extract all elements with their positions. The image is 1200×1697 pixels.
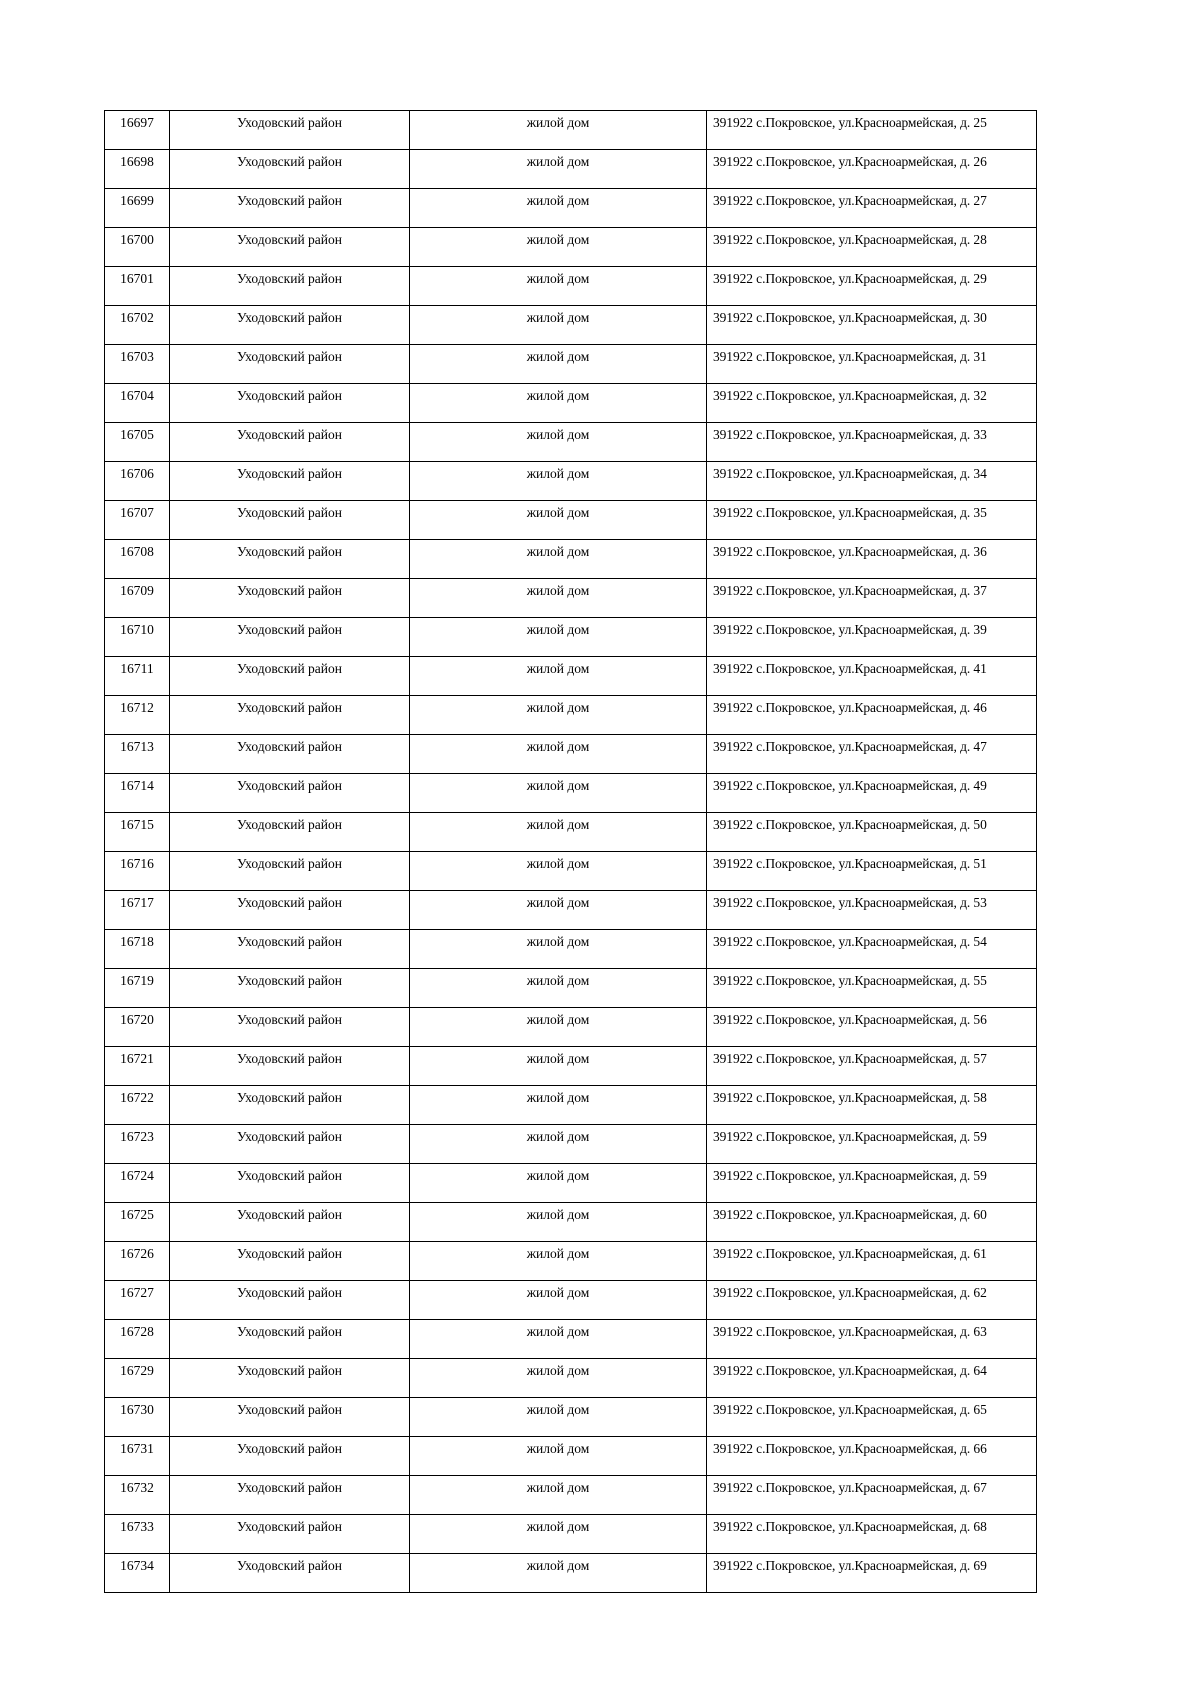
table-row: [105, 1242, 1037, 1281]
row-number-cell: 16733: [105, 1515, 170, 1554]
table-row: [105, 1281, 1037, 1320]
district-cell: Уходовский район: [170, 462, 410, 501]
address-cell: 391922 с.Покровское, ул.Красноармейская, д. 27: [707, 189, 1037, 228]
district-cell: Уходовский район: [170, 735, 410, 774]
address-cell: 391922 с.Покровское, ул.Красноармейская, д. 62: [707, 1281, 1037, 1320]
district-cell: Уходовский район: [170, 1125, 410, 1164]
table-row: [105, 540, 1037, 579]
row-number-cell: 16706: [105, 462, 170, 501]
object-type-cell: жилой дом: [410, 1281, 707, 1320]
table-row: [105, 1203, 1037, 1242]
table-row: [105, 189, 1037, 228]
object-type-cell: жилой дом: [410, 1476, 707, 1515]
district-cell: Уходовский район: [170, 1359, 410, 1398]
row-number-cell: 16722: [105, 1086, 170, 1125]
row-number-cell: 16732: [105, 1476, 170, 1515]
table-row: [105, 657, 1037, 696]
address-cell: 391922 с.Покровское, ул.Красноармейская, д. 41: [707, 657, 1037, 696]
address-cell: 391922 с.Покровское, ул.Красноармейская, д. 67: [707, 1476, 1037, 1515]
district-cell: Уходовский район: [170, 1281, 410, 1320]
address-cell: 391922 с.Покровское, ул.Красноармейская, д. 25: [707, 111, 1037, 150]
address-cell: 391922 с.Покровское, ул.Красноармейская, д. 47: [707, 735, 1037, 774]
district-cell: Уходовский район: [170, 384, 410, 423]
row-number-cell: 16697: [105, 111, 170, 150]
object-type-cell: жилой дом: [410, 150, 707, 189]
object-type-cell: жилой дом: [410, 189, 707, 228]
address-cell: 391922 с.Покровское, ул.Красноармейская, д. 58: [707, 1086, 1037, 1125]
address-cell: 391922 с.Покровское, ул.Красноармейская, д. 60: [707, 1203, 1037, 1242]
row-number-cell: 16727: [105, 1281, 170, 1320]
object-type-cell: жилой дом: [410, 540, 707, 579]
row-number-cell: 16725: [105, 1203, 170, 1242]
object-type-cell: жилой дом: [410, 306, 707, 345]
object-type-cell: жилой дом: [410, 384, 707, 423]
district-cell: Уходовский район: [170, 1320, 410, 1359]
row-number-cell: 16709: [105, 579, 170, 618]
row-number-cell: 16721: [105, 1047, 170, 1086]
object-type-cell: жилой дом: [410, 1515, 707, 1554]
object-type-cell: жилой дом: [410, 891, 707, 930]
row-number-cell: 16719: [105, 969, 170, 1008]
table-row: [105, 1086, 1037, 1125]
district-cell: Уходовский район: [170, 1476, 410, 1515]
object-type-cell: жилой дом: [410, 969, 707, 1008]
table-row: [105, 930, 1037, 969]
row-number-cell: 16712: [105, 696, 170, 735]
object-type-cell: жилой дом: [410, 1359, 707, 1398]
table-row: [105, 774, 1037, 813]
object-type-cell: жилой дом: [410, 1125, 707, 1164]
row-number-cell: 16734: [105, 1554, 170, 1593]
row-number-cell: 16716: [105, 852, 170, 891]
table-row: [105, 1008, 1037, 1047]
row-number-cell: 16730: [105, 1398, 170, 1437]
address-cell: 391922 с.Покровское, ул.Красноармейская, д. 51: [707, 852, 1037, 891]
address-cell: 391922 с.Покровское, ул.Красноармейская, д. 26: [707, 150, 1037, 189]
address-cell: 391922 с.Покровское, ул.Красноармейская, д. 64: [707, 1359, 1037, 1398]
object-type-cell: жилой дом: [410, 1047, 707, 1086]
row-number-cell: 16720: [105, 1008, 170, 1047]
district-cell: Уходовский район: [170, 813, 410, 852]
object-type-cell: жилой дом: [410, 1164, 707, 1203]
address-cell: 391922 с.Покровское, ул.Красноармейская, д. 49: [707, 774, 1037, 813]
object-type-cell: жилой дом: [410, 813, 707, 852]
table-row: [105, 111, 1037, 150]
object-type-cell: жилой дом: [410, 618, 707, 657]
address-cell: 391922 с.Покровское, ул.Красноармейская, д. 57: [707, 1047, 1037, 1086]
object-type-cell: жилой дом: [410, 111, 707, 150]
address-cell: 391922 с.Покровское, ул.Красноармейская, д. 55: [707, 969, 1037, 1008]
row-number-cell: 16726: [105, 1242, 170, 1281]
district-cell: Уходовский район: [170, 1086, 410, 1125]
object-type-cell: жилой дом: [410, 930, 707, 969]
district-cell: Уходовский район: [170, 1047, 410, 1086]
address-cell: 391922 с.Покровское, ул.Красноармейская, д. 65: [707, 1398, 1037, 1437]
district-cell: Уходовский район: [170, 969, 410, 1008]
table-row: [105, 969, 1037, 1008]
table-row: [105, 852, 1037, 891]
table-row: [105, 1320, 1037, 1359]
district-cell: Уходовский район: [170, 579, 410, 618]
address-cell: 391922 с.Покровское, ул.Красноармейская, д. 39: [707, 618, 1037, 657]
address-cell: 391922 с.Покровское, ул.Красноармейская, д. 30: [707, 306, 1037, 345]
table-row: [105, 1437, 1037, 1476]
table-row: [105, 345, 1037, 384]
object-type-cell: жилой дом: [410, 735, 707, 774]
object-type-cell: жилой дом: [410, 1320, 707, 1359]
district-cell: Уходовский район: [170, 150, 410, 189]
address-cell: 391922 с.Покровское, ул.Красноармейская, д. 35: [707, 501, 1037, 540]
table-row: [105, 1125, 1037, 1164]
address-cell: 391922 с.Покровское, ул.Красноармейская, д. 34: [707, 462, 1037, 501]
row-number-cell: 16723: [105, 1125, 170, 1164]
row-number-cell: 16718: [105, 930, 170, 969]
object-type-cell: жилой дом: [410, 1008, 707, 1047]
row-number-cell: 16705: [105, 423, 170, 462]
table-row: [105, 1515, 1037, 1554]
object-type-cell: жилой дом: [410, 852, 707, 891]
registry-table-body: [105, 111, 1037, 1593]
row-number-cell: 16717: [105, 891, 170, 930]
district-cell: Уходовский район: [170, 657, 410, 696]
district-cell: Уходовский район: [170, 696, 410, 735]
object-type-cell: жилой дом: [410, 1203, 707, 1242]
address-cell: 391922 с.Покровское, ул.Красноармейская, д. 54: [707, 930, 1037, 969]
address-cell: 391922 с.Покровское, ул.Красноармейская, д. 69: [707, 1554, 1037, 1593]
object-type-cell: жилой дом: [410, 1398, 707, 1437]
district-cell: Уходовский район: [170, 228, 410, 267]
row-number-cell: 16703: [105, 345, 170, 384]
table-row: [105, 1359, 1037, 1398]
district-cell: Уходовский район: [170, 501, 410, 540]
district-cell: Уходовский район: [170, 1554, 410, 1593]
address-cell: 391922 с.Покровское, ул.Красноармейская, д. 31: [707, 345, 1037, 384]
row-number-cell: 16702: [105, 306, 170, 345]
table-row: [105, 501, 1037, 540]
district-cell: Уходовский район: [170, 345, 410, 384]
row-number-cell: 16698: [105, 150, 170, 189]
table-row: [105, 1476, 1037, 1515]
district-cell: Уходовский район: [170, 111, 410, 150]
table-row: [105, 579, 1037, 618]
table-row: [105, 813, 1037, 852]
address-cell: 391922 с.Покровское, ул.Красноармейская, д. 33: [707, 423, 1037, 462]
object-type-cell: жилой дом: [410, 1554, 707, 1593]
address-cell: 391922 с.Покровское, ул.Красноармейская, д. 59: [707, 1125, 1037, 1164]
object-type-cell: жилой дом: [410, 462, 707, 501]
registry-table: [104, 110, 1037, 1593]
object-type-cell: жилой дом: [410, 1437, 707, 1476]
row-number-cell: 16710: [105, 618, 170, 657]
district-cell: Уходовский район: [170, 267, 410, 306]
table-row: [105, 1398, 1037, 1437]
table-row: [105, 228, 1037, 267]
object-type-cell: жилой дом: [410, 345, 707, 384]
table-row: [105, 1554, 1037, 1593]
table-row: [105, 1164, 1037, 1203]
table-row: [105, 891, 1037, 930]
district-cell: Уходовский район: [170, 189, 410, 228]
district-cell: Уходовский район: [170, 852, 410, 891]
address-cell: 391922 с.Покровское, ул.Красноармейская, д. 32: [707, 384, 1037, 423]
address-cell: 391922 с.Покровское, ул.Красноармейская, д. 63: [707, 1320, 1037, 1359]
row-number-cell: 16711: [105, 657, 170, 696]
district-cell: Уходовский район: [170, 618, 410, 657]
address-cell: 391922 с.Покровское, ул.Красноармейская, д. 59: [707, 1164, 1037, 1203]
row-number-cell: 16700: [105, 228, 170, 267]
address-cell: 391922 с.Покровское, ул.Красноармейская, д. 53: [707, 891, 1037, 930]
row-number-cell: 16729: [105, 1359, 170, 1398]
table-row: [105, 735, 1037, 774]
district-cell: Уходовский район: [170, 540, 410, 579]
table-row: [105, 150, 1037, 189]
row-number-cell: 16707: [105, 501, 170, 540]
address-cell: 391922 с.Покровское, ул.Красноармейская, д. 28: [707, 228, 1037, 267]
row-number-cell: 16701: [105, 267, 170, 306]
table-row: [105, 306, 1037, 345]
district-cell: Уходовский район: [170, 1164, 410, 1203]
table-row: [105, 618, 1037, 657]
table-row: [105, 267, 1037, 306]
district-cell: Уходовский район: [170, 1008, 410, 1047]
address-cell: 391922 с.Покровское, ул.Красноармейская, д. 56: [707, 1008, 1037, 1047]
row-number-cell: 16713: [105, 735, 170, 774]
address-cell: 391922 с.Покровское, ул.Красноармейская, д. 66: [707, 1437, 1037, 1476]
object-type-cell: жилой дом: [410, 774, 707, 813]
row-number-cell: 16714: [105, 774, 170, 813]
address-cell: 391922 с.Покровское, ул.Красноармейская, д. 68: [707, 1515, 1037, 1554]
object-type-cell: жилой дом: [410, 501, 707, 540]
table-row: [105, 1047, 1037, 1086]
district-cell: Уходовский район: [170, 1242, 410, 1281]
district-cell: Уходовский район: [170, 891, 410, 930]
district-cell: Уходовский район: [170, 423, 410, 462]
district-cell: Уходовский район: [170, 1515, 410, 1554]
table-row: [105, 384, 1037, 423]
row-number-cell: 16699: [105, 189, 170, 228]
table-row: [105, 696, 1037, 735]
object-type-cell: жилой дом: [410, 1086, 707, 1125]
district-cell: Уходовский район: [170, 930, 410, 969]
address-cell: 391922 с.Покровское, ул.Красноармейская, д. 50: [707, 813, 1037, 852]
object-type-cell: жилой дом: [410, 1242, 707, 1281]
address-cell: 391922 с.Покровское, ул.Красноармейская, д. 29: [707, 267, 1037, 306]
district-cell: Уходовский район: [170, 774, 410, 813]
district-cell: Уходовский район: [170, 1398, 410, 1437]
address-cell: 391922 с.Покровское, ул.Красноармейская, д. 36: [707, 540, 1037, 579]
district-cell: Уходовский район: [170, 1203, 410, 1242]
address-cell: 391922 с.Покровское, ул.Красноармейская, д. 37: [707, 579, 1037, 618]
address-cell: 391922 с.Покровское, ул.Красноармейская, д. 61: [707, 1242, 1037, 1281]
object-type-cell: жилой дом: [410, 657, 707, 696]
object-type-cell: жилой дом: [410, 423, 707, 462]
row-number-cell: 16731: [105, 1437, 170, 1476]
row-number-cell: 16724: [105, 1164, 170, 1203]
object-type-cell: жилой дом: [410, 267, 707, 306]
address-cell: 391922 с.Покровское, ул.Красноармейская, д. 46: [707, 696, 1037, 735]
table-row: [105, 423, 1037, 462]
district-cell: Уходовский район: [170, 306, 410, 345]
table-row: [105, 462, 1037, 501]
object-type-cell: жилой дом: [410, 696, 707, 735]
row-number-cell: 16728: [105, 1320, 170, 1359]
district-cell: Уходовский район: [170, 1437, 410, 1476]
row-number-cell: 16704: [105, 384, 170, 423]
object-type-cell: жилой дом: [410, 579, 707, 618]
row-number-cell: 16715: [105, 813, 170, 852]
object-type-cell: жилой дом: [410, 228, 707, 267]
row-number-cell: 16708: [105, 540, 170, 579]
